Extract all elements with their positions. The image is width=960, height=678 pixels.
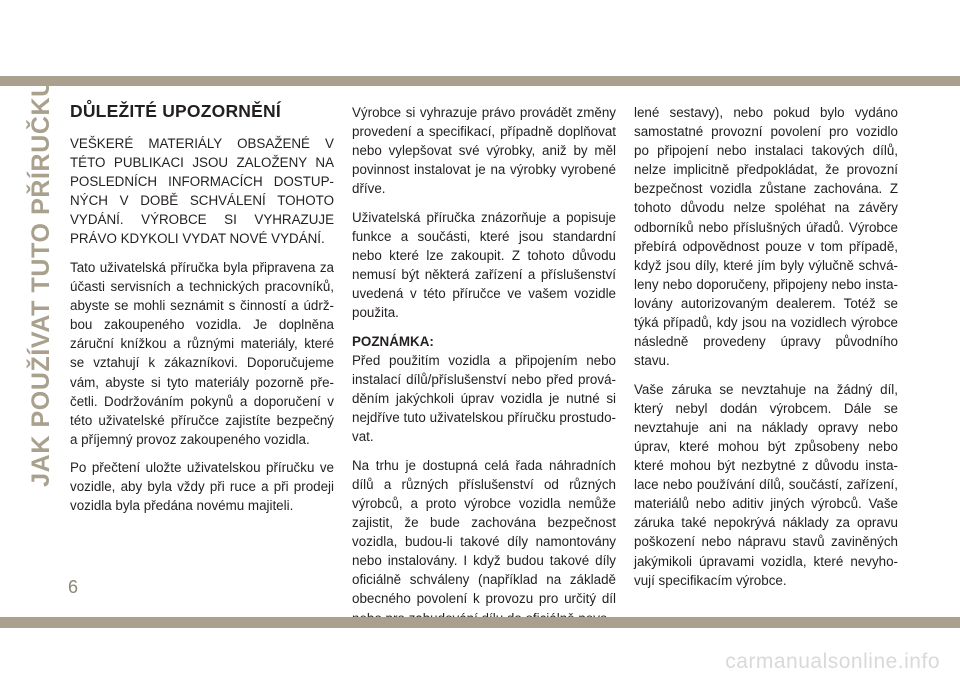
note-block bbox=[352, 332, 616, 447]
note-text: Před použitím vozidla a připojením nebo instalací dílů/příslušenství nebo před prováděním jakýchkoli úprav vozidla je nutné si nejdříve tuto uživatelskou příručku prostudovat. bbox=[352, 352, 616, 445]
note-title: POZNÁMKA: bbox=[352, 333, 434, 349]
top-accent-bar bbox=[0, 76, 960, 86]
paragraph: Tato uživatelská příručka byla připravena za účasti servisních a technických pracovníků, abyste se mohli seznámit s činností a údržbou zakoupeného vozidla. Je doplněna záruční knížkou a různými materiály, které se vztahují k zákazníkovi. Doporučujeme vám, abyste si tyto materiály pozorně přečetli. Dodržováním pokynů a doporučení v této uživatelské příručce zajistíte bezpečný a příjemný provoz zakoupeného vozidla. bbox=[70, 259, 334, 447]
paragraph: lené sestavy), nebo pokud bylo vydáno samostatné provozní povolení pro vozidlo po připojení nebo instalaci takových dílů, nelze implicitně předpokládat, že provozní bezpečnost vozidla zůstane zachována. Z tohoto důvodu nelze spoléhat na závěry odborníků nebo příslušných úřadů. Výrobce přebírá odpovědnost pouze v tom případě, když jsou díly, které jím byly výlučně schváleny nebo doporučeny, připojeny nebo instalovány autorizovaným dealerem. Totéž se týká případů, kdy jsou na vozidlech výrobce následně provedeny úpravy původního stavu. bbox=[634, 105, 898, 369]
text-column-3 bbox=[634, 103, 898, 599]
text-column-1 bbox=[70, 100, 334, 525]
bottom-accent-bar bbox=[0, 617, 960, 628]
side-section-title bbox=[24, 78, 58, 487]
watermark: carmanualsonline.info bbox=[725, 650, 940, 673]
paragraph: Uživatelská příručka znázorňuje a popisuje funkce a součásti, které jsou standardní nebo které lze zakoupit. Z tohoto důvodu nemusí být některá zařízení a příslušenství uvedená v této příručce ve vašem vozidle použita. bbox=[352, 209, 616, 321]
side-title-text: JAK POUŽÍVAT TUTO PŘÍRUČKU bbox=[26, 78, 55, 487]
text-column-2 bbox=[352, 103, 616, 637]
paragraph: Vaše záruka se nevztahuje na žádný díl, který nebyl dodán výrobcem. Dále se nevztahuje ani na náklady opravy nebo úprav, které mohou být způsobeny nebo které mohou být nezbytné z důvodu instalace nebo používání dílů, součástí, zařízení, materiálů nebo aditiv jiných výrobců. Vaše záruka také nepokrývá náklady za opravu poškození nebo nápravu stavů zaviněných jakýmikoli úpravami vozidla, které nevyhovují specifikacím výrobce. bbox=[634, 381, 898, 588]
page-number: 6 bbox=[68, 577, 79, 597]
caps-notice-paragraph: VEŠKERÉ MATERIÁLY OBSAŽENÉ V TÉTO PUBLIKACI JSOU ZALOŽENY NA POSLEDNÍCH INFORMACÍCH DOSTUPNÝCH V DOBĚ SCHVÁLENÍ TOHOTO VYDÁNÍ. VÝROBCE SI VYHRAZUJE PRÁVO KDYKOLI VYDAT NOVÉ VYDÁNÍ. bbox=[70, 136, 334, 247]
paragraph: Na trhu je dostupná celá řada náhradních dílů a různých příslušenství od různých výrobců, a proto výrobce vozidla nemůže zajistit, že bude zachována bezpečnost vozidla, budou-li takové díly namontovány nebo instalovány. I když budou takové díly oficiálně schváleny (například na základě obecného povolení k provozu pro určitý díl bbox=[352, 457, 616, 607]
top-band bbox=[0, 0, 960, 70]
section-heading: DŮLEŽITÉ UPOZORNĚNÍ bbox=[70, 101, 281, 121]
paragraph: Výrobce si vyhrazuje právo provádět změny provedení a specifikací, případně doplňovat nebo vylepšovat své výrobky, aniž by měl povinnost instalovat je na výrobky vyrobené dříve. bbox=[352, 105, 616, 197]
paragraph: Po přečtení uložte uživatelskou příručku ve vozidle, aby byla vždy při ruce a při prodeji vozidla byla předána novému majiteli. bbox=[70, 460, 334, 514]
